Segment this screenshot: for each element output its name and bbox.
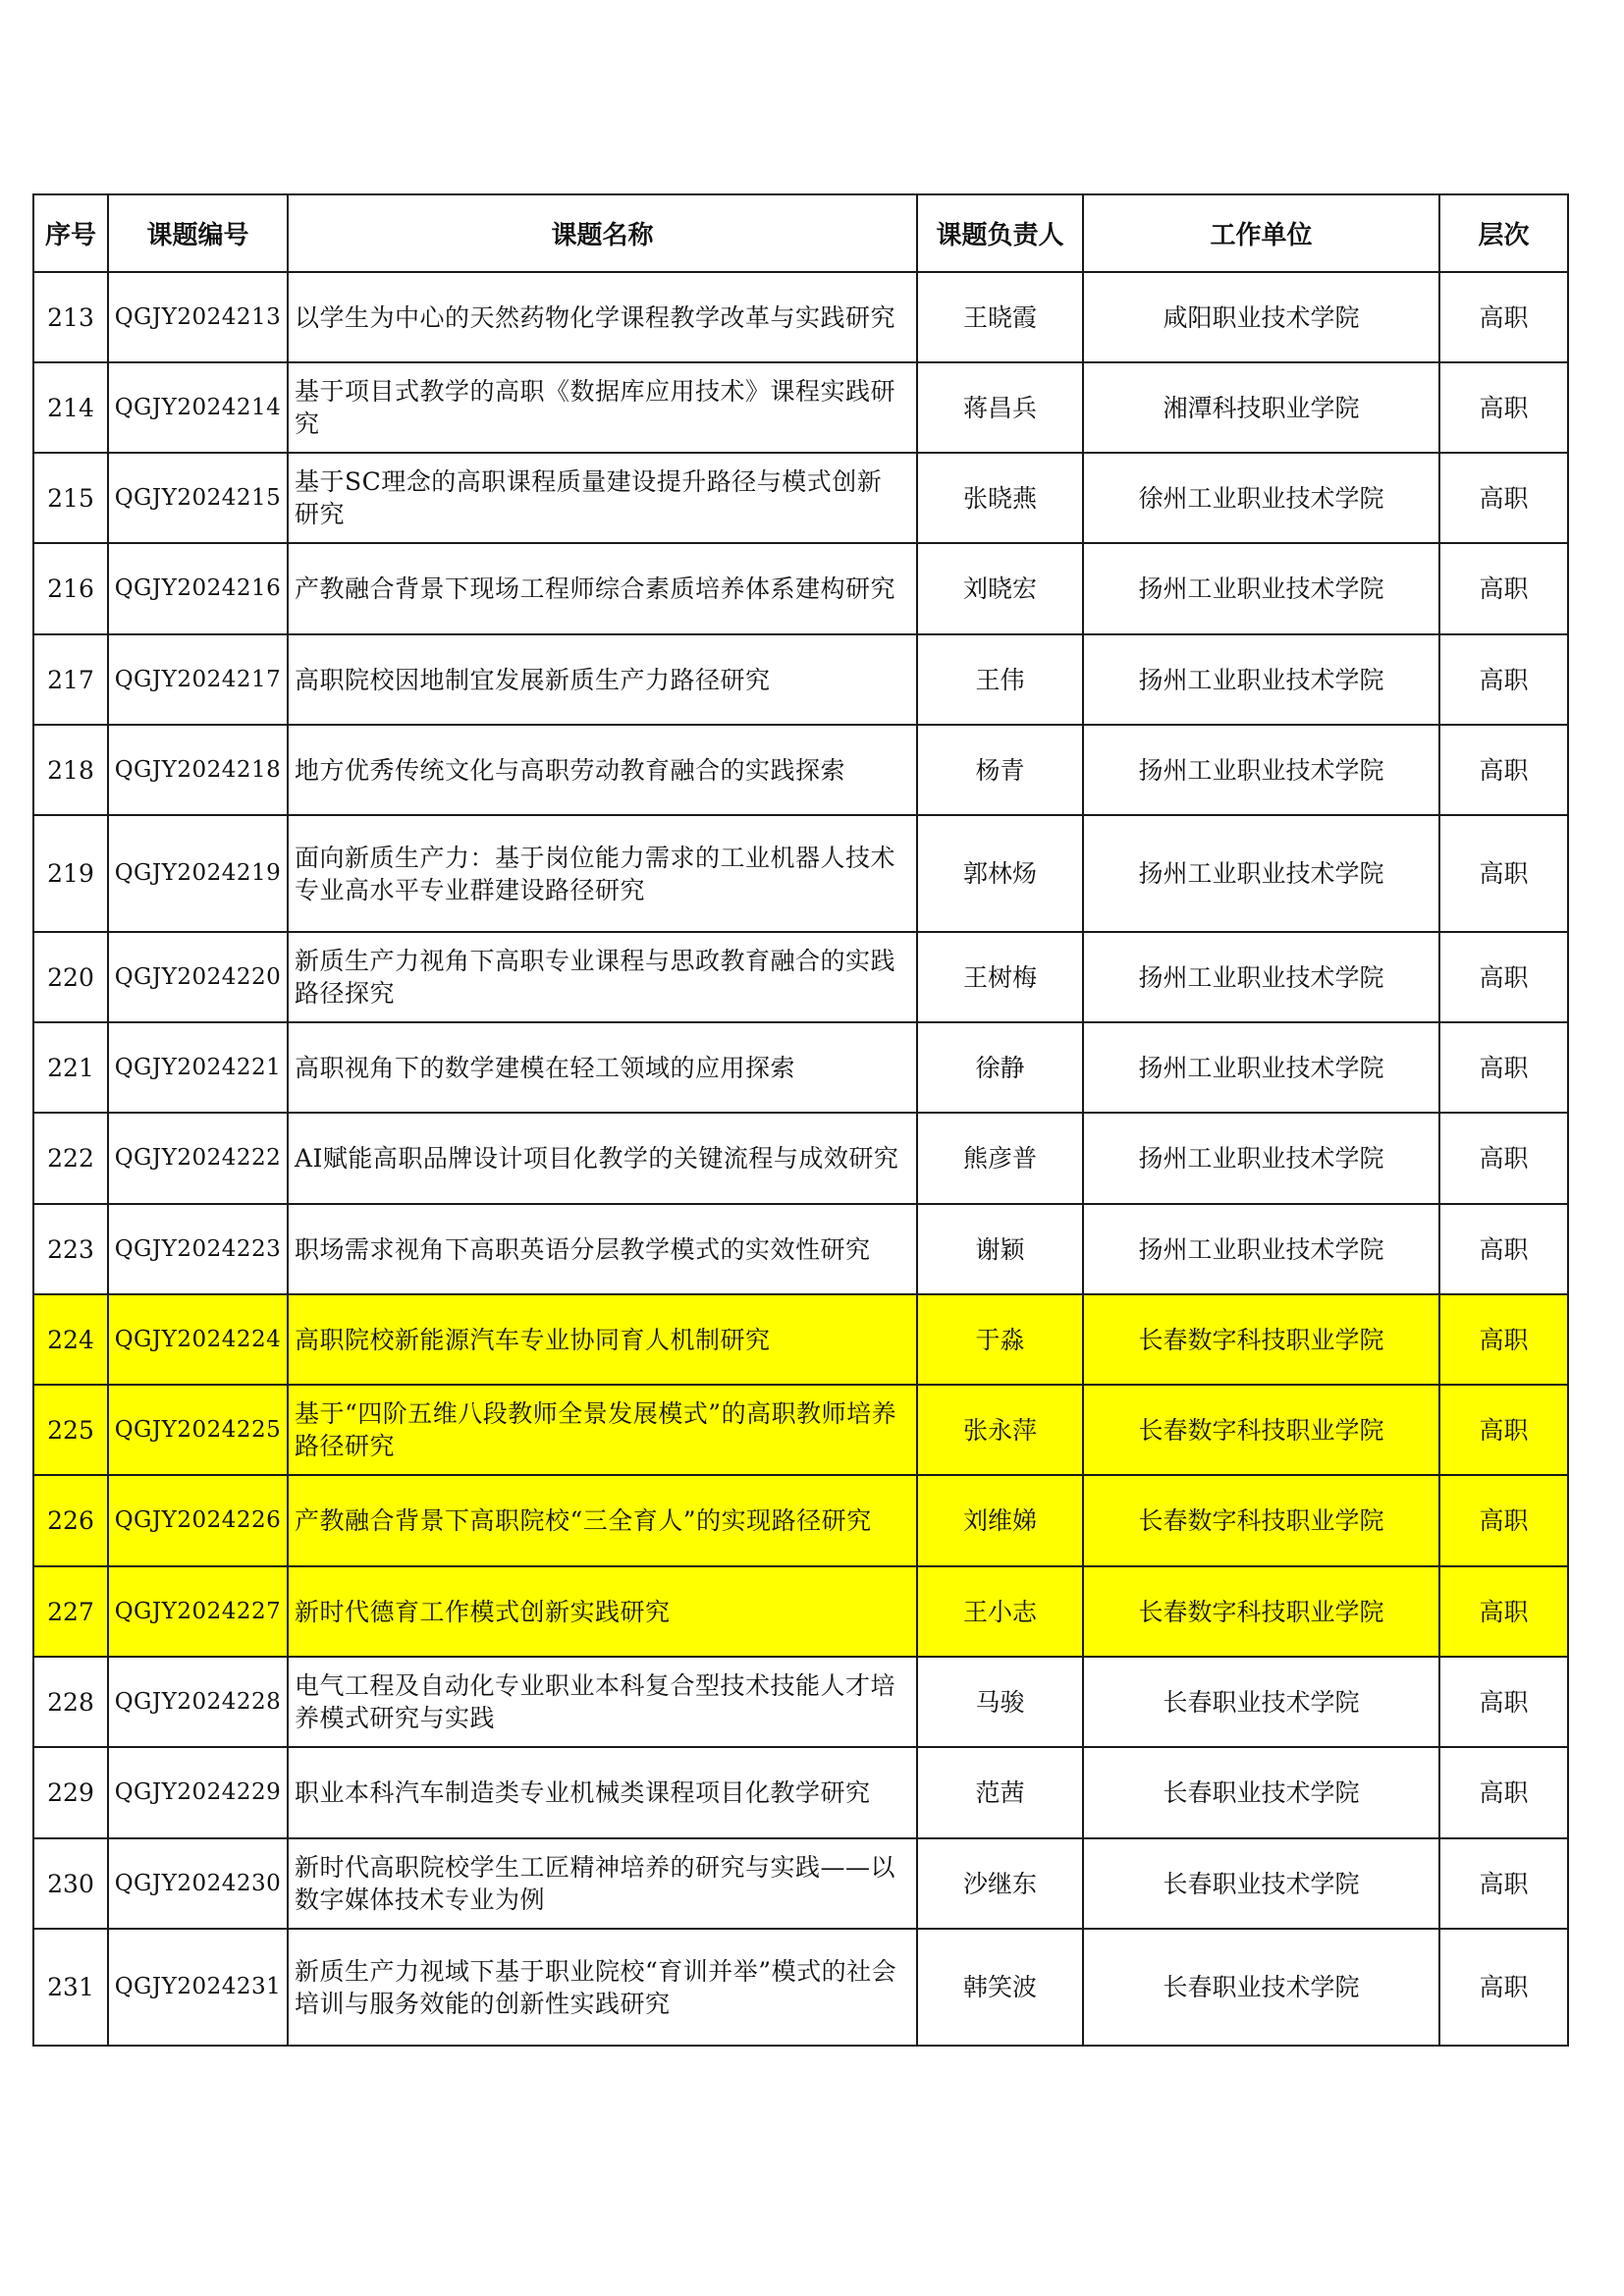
cell-unit: 徐州工业职业技术学院 [1083, 453, 1439, 543]
cell-code: QGJY2024231 [108, 1929, 288, 2046]
cell-title: 新质生产力视域下基于职业院校“育训并举”模式的社会培训与服务效能的创新性实践研究 [288, 1929, 917, 2046]
header-title: 课题名称 [288, 194, 917, 272]
cell-leader: 熊彦普 [917, 1113, 1083, 1204]
cell-title: 产教融合背景下现场工程师综合素质培养体系建构研究 [288, 543, 917, 634]
cell-level: 高职 [1439, 1566, 1568, 1657]
cell-title: 高职视角下的数学建模在轻工领域的应用探索 [288, 1022, 917, 1113]
cell-level: 高职 [1439, 1475, 1568, 1566]
cell-level: 高职 [1439, 1657, 1568, 1747]
cell-index: 226 [33, 1475, 108, 1566]
cell-level: 高职 [1439, 725, 1568, 815]
cell-code: QGJY2024227 [108, 1566, 288, 1657]
cell-code: QGJY2024219 [108, 815, 288, 932]
cell-title: 产教融合背景下高职院校“三全育人”的实现路径研究 [288, 1475, 917, 1566]
cell-title: AI赋能高职品牌设计项目化教学的关键流程与成效研究 [288, 1113, 917, 1204]
cell-unit: 长春职业技术学院 [1083, 1657, 1439, 1747]
cell-unit: 长春数字科技职业学院 [1083, 1475, 1439, 1566]
cell-unit: 扬州工业职业技术学院 [1083, 815, 1439, 932]
cell-leader: 沙继东 [917, 1838, 1083, 1929]
cell-level: 高职 [1439, 1385, 1568, 1475]
cell-unit: 长春职业技术学院 [1083, 1929, 1439, 2046]
cell-unit: 扬州工业职业技术学院 [1083, 1022, 1439, 1113]
cell-code: QGJY2024222 [108, 1113, 288, 1204]
cell-title: 新时代高职院校学生工匠精神培养的研究与实践——以数字媒体技术专业为例 [288, 1838, 917, 1929]
cell-level: 高职 [1439, 362, 1568, 453]
cell-unit: 湘潭科技职业学院 [1083, 362, 1439, 453]
table-row [33, 725, 1568, 815]
cell-leader: 王伟 [917, 634, 1083, 725]
cell-index: 221 [33, 1022, 108, 1113]
table-row [33, 1747, 1568, 1838]
table-row [33, 1204, 1568, 1294]
cell-leader: 张晓燕 [917, 453, 1083, 543]
cell-leader: 王晓霞 [917, 272, 1083, 362]
cell-index: 227 [33, 1566, 108, 1657]
cell-index: 218 [33, 725, 108, 815]
cell-unit: 扬州工业职业技术学院 [1083, 725, 1439, 815]
table-row [33, 1838, 1568, 1929]
cell-title: 新时代德育工作模式创新实践研究 [288, 1566, 917, 1657]
cell-level: 高职 [1439, 1204, 1568, 1294]
cell-title: 面向新质生产力：基于岗位能力需求的工业机器人技术专业高水平专业群建设路径研究 [288, 815, 917, 932]
cell-leader: 王小志 [917, 1566, 1083, 1657]
cell-unit: 长春职业技术学院 [1083, 1838, 1439, 1929]
cell-index: 213 [33, 272, 108, 362]
cell-index: 228 [33, 1657, 108, 1747]
table-row [33, 1022, 1568, 1113]
cell-index: 216 [33, 543, 108, 634]
header-level: 层次 [1439, 194, 1568, 272]
table-header-row [33, 194, 1568, 272]
table-row [33, 1566, 1568, 1657]
cell-index: 225 [33, 1385, 108, 1475]
cell-title: 新质生产力视角下高职专业课程与思政教育融合的实践路径探究 [288, 932, 917, 1022]
header-unit: 工作单位 [1083, 194, 1439, 272]
cell-title: 职场需求视角下高职英语分层教学模式的实效性研究 [288, 1204, 917, 1294]
table-row [33, 932, 1568, 1022]
cell-level: 高职 [1439, 1113, 1568, 1204]
cell-index: 219 [33, 815, 108, 932]
cell-unit: 长春数字科技职业学院 [1083, 1385, 1439, 1475]
table-row [33, 634, 1568, 725]
cell-index: 223 [33, 1204, 108, 1294]
cell-code: QGJY2024230 [108, 1838, 288, 1929]
cell-title: 基于“四阶五维八段教师全景发展模式”的高职教师培养路径研究 [288, 1385, 917, 1475]
cell-index: 230 [33, 1838, 108, 1929]
table-row [33, 1475, 1568, 1566]
cell-leader: 蒋昌兵 [917, 362, 1083, 453]
cell-level: 高职 [1439, 634, 1568, 725]
table-row [33, 1385, 1568, 1475]
cell-leader: 于淼 [917, 1294, 1083, 1385]
cell-leader: 郭林炀 [917, 815, 1083, 932]
cell-title: 基于项目式教学的高职《数据库应用技术》课程实践研究 [288, 362, 917, 453]
table-row [33, 543, 1568, 634]
cell-code: QGJY2024220 [108, 932, 288, 1022]
cell-unit: 咸阳职业技术学院 [1083, 272, 1439, 362]
table-row [33, 362, 1568, 453]
cell-level: 高职 [1439, 272, 1568, 362]
cell-code: QGJY2024229 [108, 1747, 288, 1838]
cell-level: 高职 [1439, 1294, 1568, 1385]
cell-leader: 刘晓宏 [917, 543, 1083, 634]
cell-leader: 王树梅 [917, 932, 1083, 1022]
cell-index: 231 [33, 1929, 108, 2046]
project-table [32, 193, 1569, 2047]
cell-level: 高职 [1439, 815, 1568, 932]
cell-unit: 扬州工业职业技术学院 [1083, 1204, 1439, 1294]
cell-code: QGJY2024228 [108, 1657, 288, 1747]
cell-leader: 杨青 [917, 725, 1083, 815]
header-index: 序号 [33, 194, 108, 272]
cell-level: 高职 [1439, 453, 1568, 543]
cell-code: QGJY2024226 [108, 1475, 288, 1566]
cell-level: 高职 [1439, 932, 1568, 1022]
cell-level: 高职 [1439, 1838, 1568, 1929]
cell-code: QGJY2024217 [108, 634, 288, 725]
cell-leader: 谢颖 [917, 1204, 1083, 1294]
table-row [33, 1113, 1568, 1204]
cell-index: 215 [33, 453, 108, 543]
table-row [33, 1294, 1568, 1385]
cell-leader: 马骏 [917, 1657, 1083, 1747]
cell-unit: 长春职业技术学院 [1083, 1747, 1439, 1838]
cell-title: 以学生为中心的天然药物化学课程教学改革与实践研究 [288, 272, 917, 362]
header-code: 课题编号 [108, 194, 288, 272]
cell-title: 职业本科汽车制造类专业机械类课程项目化教学研究 [288, 1747, 917, 1838]
cell-unit: 扬州工业职业技术学院 [1083, 1113, 1439, 1204]
cell-leader: 徐静 [917, 1022, 1083, 1113]
table-row [33, 1929, 1568, 2046]
cell-code: QGJY2024218 [108, 725, 288, 815]
cell-leader: 刘维娣 [917, 1475, 1083, 1566]
cell-unit: 扬州工业职业技术学院 [1083, 634, 1439, 725]
cell-leader: 韩笑波 [917, 1929, 1083, 2046]
cell-unit: 长春数字科技职业学院 [1083, 1294, 1439, 1385]
cell-unit: 长春数字科技职业学院 [1083, 1566, 1439, 1657]
cell-code: QGJY2024213 [108, 272, 288, 362]
table-row [33, 453, 1568, 543]
cell-unit: 扬州工业职业技术学院 [1083, 543, 1439, 634]
cell-title: 高职院校新能源汽车专业协同育人机制研究 [288, 1294, 917, 1385]
cell-code: QGJY2024216 [108, 543, 288, 634]
cell-level: 高职 [1439, 1929, 1568, 2046]
header-leader: 课题负责人 [917, 194, 1083, 272]
table-row [33, 815, 1568, 932]
cell-title: 高职院校因地制宜发展新质生产力路径研究 [288, 634, 917, 725]
cell-code: QGJY2024215 [108, 453, 288, 543]
cell-level: 高职 [1439, 543, 1568, 634]
cell-leader: 张永萍 [917, 1385, 1083, 1475]
cell-code: QGJY2024214 [108, 362, 288, 453]
cell-code: QGJY2024224 [108, 1294, 288, 1385]
cell-index: 217 [33, 634, 108, 725]
cell-title: 地方优秀传统文化与高职劳动教育融合的实践探索 [288, 725, 917, 815]
cell-title: 基于SC理念的高职课程质量建设提升路径与模式创新研究 [288, 453, 917, 543]
cell-level: 高职 [1439, 1747, 1568, 1838]
table-row [33, 1657, 1568, 1747]
table-body [33, 272, 1568, 2046]
cell-index: 220 [33, 932, 108, 1022]
table-row [33, 272, 1568, 362]
cell-level: 高职 [1439, 1022, 1568, 1113]
cell-index: 214 [33, 362, 108, 453]
cell-index: 224 [33, 1294, 108, 1385]
cell-code: QGJY2024221 [108, 1022, 288, 1113]
cell-title: 电气工程及自动化专业职业本科复合型技术技能人才培养模式研究与实践 [288, 1657, 917, 1747]
cell-unit: 扬州工业职业技术学院 [1083, 932, 1439, 1022]
cell-index: 229 [33, 1747, 108, 1838]
cell-code: QGJY2024225 [108, 1385, 288, 1475]
cell-leader: 范茜 [917, 1747, 1083, 1838]
cell-code: QGJY2024223 [108, 1204, 288, 1294]
cell-index: 222 [33, 1113, 108, 1204]
